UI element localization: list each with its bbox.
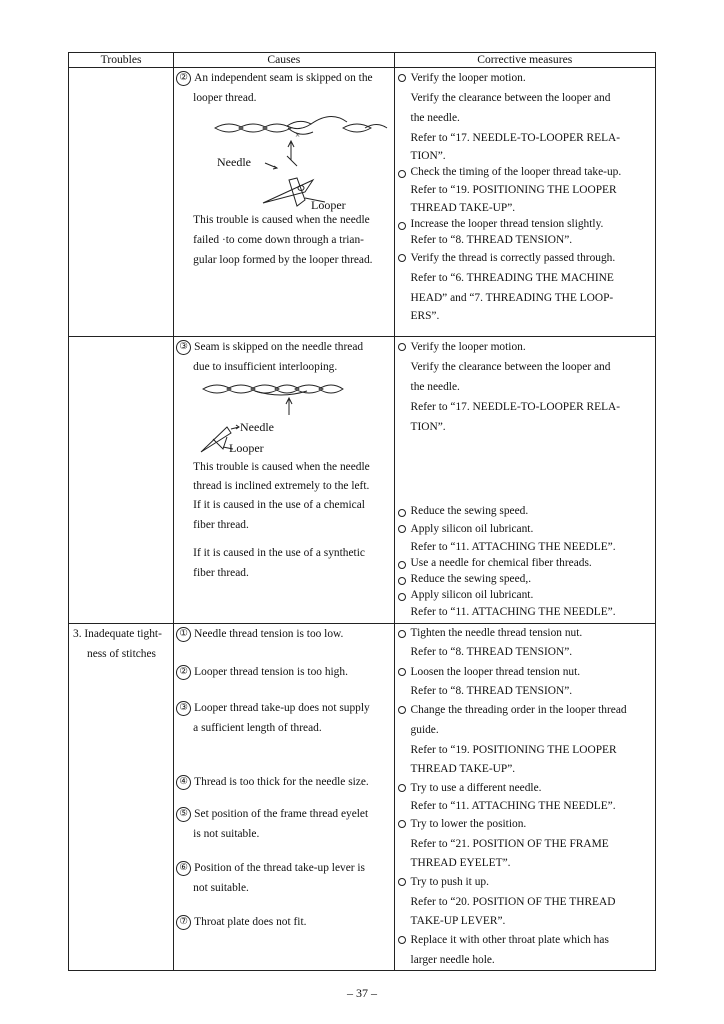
circled-number: ⑥ [176, 861, 191, 876]
cause-line: ① Needle thread tension is too low. [174, 624, 393, 644]
measure-line: Refer to “8. THREAD TENSION”. [410, 685, 573, 697]
cross-mark: × [295, 130, 301, 140]
table-row [69, 337, 656, 624]
trouble-line: 3. Inadequate tight- [73, 628, 162, 640]
measure-cell [394, 337, 655, 624]
measure-line: larger needle hole. [410, 954, 495, 966]
cause-line: If it is caused in the use of a chemical [193, 499, 365, 511]
measure-line: Verify the looper motion. [395, 337, 655, 357]
cause-line: looper thread. [193, 92, 257, 104]
measure-line: Apply silicon oil lubricant. [395, 519, 655, 539]
page-number: – 37 – [347, 986, 377, 1000]
measure-line: guide. [410, 724, 439, 736]
measure-line: Refer to “20. POSITION OF THE THREAD [410, 896, 616, 908]
skipped-looper-stitch-diagram [193, 108, 388, 216]
cause-line: ⑤ Set position of the frame thread eyelet [174, 804, 393, 824]
cause-line: thread is inclined extremely to the left. [193, 480, 370, 492]
measure-line: THREAD TAKE-UP”. [410, 763, 516, 775]
cause-line: This trouble is caused when the needle [193, 461, 370, 473]
cause-line: If it is caused in the use of a synthetic [193, 547, 365, 559]
cause-line: is not suitable. [193, 828, 260, 840]
measure-line: Reduce the sewing speed. [395, 503, 655, 519]
cause-line: ③ Looper thread take-up does not supply [174, 698, 393, 718]
circled-number: ③ [176, 340, 191, 355]
measure-line: Verify the looper motion. [395, 68, 655, 88]
measure-line: Refer to “21. POSITION OF THE FRAME [410, 838, 609, 850]
trouble-cell-empty [69, 68, 174, 337]
circled-number: ② [176, 665, 191, 680]
cause-cell [174, 68, 394, 337]
measure-line: Change the threading order in the looper thread [395, 700, 655, 720]
measure-line: Refer to “17. NEEDLE-TO-LOOPER RELA- [410, 401, 621, 413]
cause-line: ④ Thread is too thick for the needle size. [174, 772, 393, 792]
cause-spacer [174, 535, 393, 543]
measure-line: Apply silicon oil lubricant. [395, 587, 655, 603]
table-row [69, 68, 656, 337]
measure-cell [394, 68, 655, 337]
cause-line: fiber thread. [193, 519, 249, 531]
measure-line: Tighten the needle thread tension nut. [395, 624, 655, 642]
measure-line: Reduce the sewing speed,. [395, 571, 655, 587]
measure-line: Refer to “11. ATTACHING THE NEEDLE”. [410, 800, 616, 812]
measure-line: Verify the clearance between the looper and [410, 361, 611, 373]
cause-line: a sufficient length of thread. [193, 722, 322, 734]
measure-line: Replace it with other throat plate which has [395, 930, 655, 950]
trouble-cell [69, 624, 174, 971]
measure-line: Use a needle for chemical fiber threads. [395, 555, 655, 571]
measure-line: HEAD” and “7. THREADING THE LOOP- [410, 292, 614, 304]
cause-line: gular loop formed by the looper thread. [193, 254, 373, 266]
cause-line: ③ Seam is skipped on the needle thread [174, 337, 393, 357]
circled-number: ② [176, 71, 191, 86]
measure-line: Refer to “8. THREAD TENSION”. [410, 234, 573, 246]
table-header-row [69, 53, 656, 68]
cause-line: ⑦ Throat plate does not fit. [174, 912, 393, 932]
cause-cell [174, 337, 394, 624]
measure-line: Check the timing of the looper thread take-up. [395, 164, 655, 180]
measure-line: TAKE-UP LEVER”. [410, 915, 506, 927]
measure-line: ERS”. [410, 310, 440, 322]
cause-line: ② An independent seam is skipped on the [174, 68, 393, 88]
measure-line: Verify the clearance between the looper and [410, 92, 611, 104]
circled-number: ① [176, 627, 191, 642]
measure-line: Verify the thread is correctly passed through. [395, 248, 655, 268]
measure-line: THREAD EYELET”. [410, 857, 511, 869]
measure-line: Refer to “19. POSITIONING THE LOOPER [410, 744, 617, 756]
circled-number: ⑦ [176, 915, 191, 930]
measure-cell [394, 624, 655, 971]
measure-line: TION”. [410, 421, 446, 433]
measure-line: Refer to “11. ATTACHING THE NEEDLE”. [410, 541, 616, 553]
needle-label: Needle [240, 420, 275, 434]
measure-line: the needle. [410, 381, 460, 393]
measure-line: Try to push it up. [395, 872, 655, 892]
measure-line: Refer to “8. THREAD TENSION”. [410, 646, 573, 658]
measure-line: THREAD TAKE-UP”. [410, 202, 516, 214]
measure-line: TION”. [410, 150, 446, 162]
circled-number: ⑤ [176, 807, 191, 822]
measure-line: Refer to “6. THREADING THE MACHINE [410, 272, 614, 284]
table-row [69, 624, 656, 971]
measure-line: Loosen the looper thread tension nut. [395, 662, 655, 682]
circled-number: ④ [176, 775, 191, 790]
measure-line: Refer to “11. ATTACHING THE NEEDLE”. [410, 606, 616, 618]
looper-label: Looper [311, 198, 346, 212]
cause-line: due to insufficient interlooping. [193, 361, 338, 373]
cause-line: ⑥ Position of the thread take-up lever is [174, 858, 393, 878]
troubleshooting-table [68, 52, 656, 971]
header-measures: Corrective measures [394, 53, 655, 68]
looper-label: Looper [229, 441, 264, 455]
measure-line: Try to lower the position. [395, 814, 655, 834]
header-troubles: Troubles [69, 53, 174, 68]
cause-cell [174, 624, 394, 971]
trouble-line: ness of stitches [87, 648, 156, 660]
skipped-needle-stitch-diagram [193, 377, 388, 457]
measure-spacer [395, 437, 655, 503]
trouble-cell-empty [69, 337, 174, 624]
cause-line: not suitable. [193, 882, 249, 894]
cause-line: This trouble is caused when the needle [193, 214, 370, 226]
cause-line: fiber thread. [193, 567, 249, 579]
circled-number: ③ [176, 701, 191, 716]
measure-line: Refer to “17. NEEDLE-TO-LOOPER RELA- [410, 132, 621, 144]
measure-line: Try to use a different needle. [395, 778, 655, 798]
cause-line: ② Looper thread tension is too high. [174, 662, 393, 682]
measure-line: Refer to “19. POSITIONING THE LOOPER [410, 184, 617, 196]
measure-line: Increase the looper thread tension slightly. [395, 216, 655, 232]
needle-label: Needle [217, 155, 252, 169]
cause-line: failed ·to come down through a trian- [193, 234, 364, 246]
header-causes: Causes [174, 53, 394, 68]
measure-line: the needle. [410, 112, 460, 124]
